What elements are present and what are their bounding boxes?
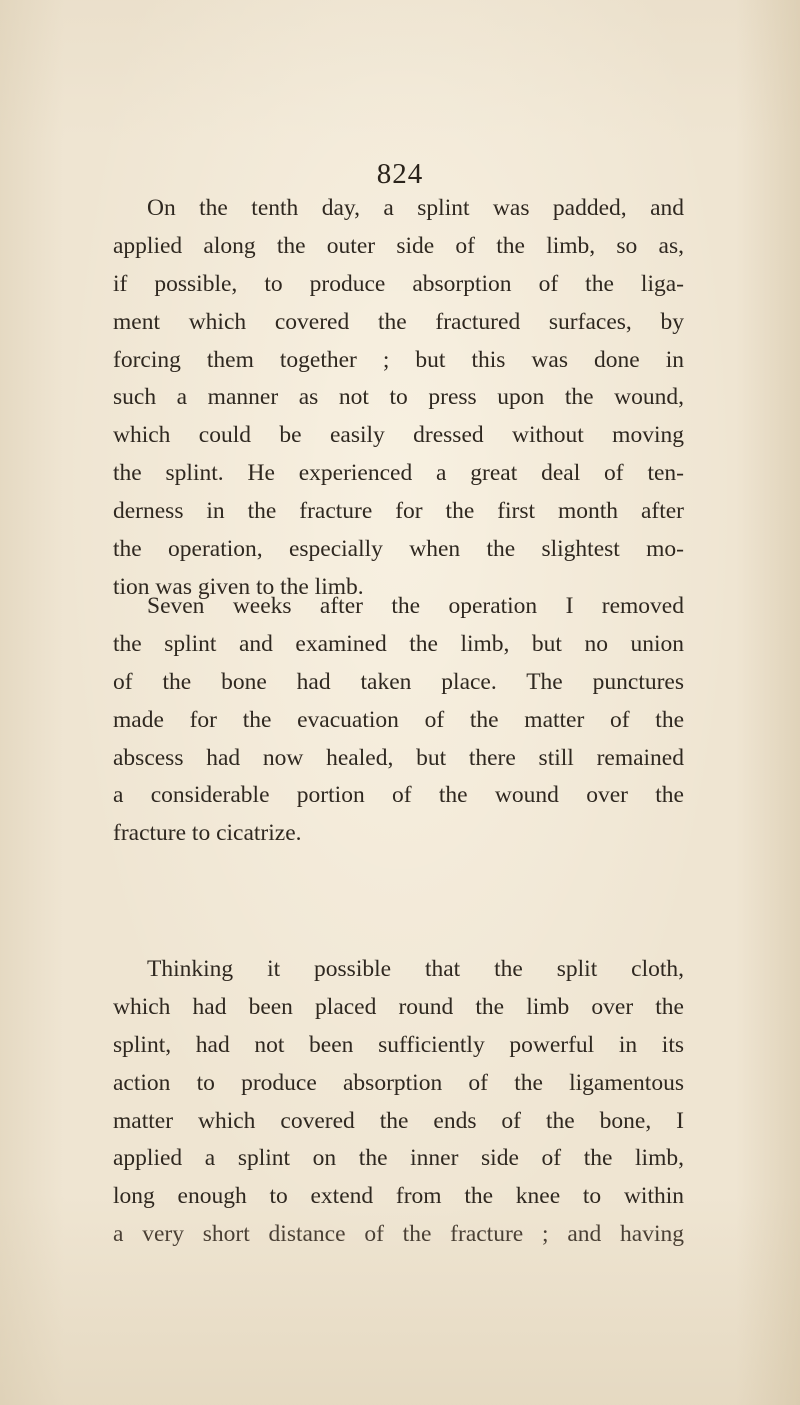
text-line: which could be easily dressed without moving [113,422,684,449]
text-line: Thinking it possible that the split cloth, [147,956,684,982]
paragraph-2 [113,588,684,853]
text-line: which had been placed round the limb over the [113,993,684,1020]
text-line: derness in the fracture for the first month after [113,498,684,525]
text-line: splint, had not been sufficiently powerful in its [113,1031,684,1058]
text-line: if possible, to produce absorption of the liga- [113,270,684,297]
text-line: On the tenth day, a splint was padded, and [147,195,684,221]
page-number: 824 [376,158,424,190]
text-line: abscess had now healed, but there still remained [113,744,684,771]
text-line: action to produce absorption of the ligamentous [113,1069,684,1096]
text-line: ment which covered the fractured surfaces, by [113,308,684,335]
text-line: Seven weeks after the operation I removed [147,593,684,619]
text-line: tion was given to the limb. [113,573,364,600]
text-line: such a manner as not to press upon the wound, [113,384,684,411]
text-line: the operation, especially when the slightest mo- [113,536,684,563]
text-line: applied a splint on the inner side of the limb, [113,1145,684,1172]
paragraph-3 [113,951,684,1254]
text-line: the splint. He experienced a great deal of ten- [113,460,684,487]
paragraph-1 [113,190,684,607]
text-line: of the bone had taken place. The punctures [113,668,684,695]
text-line: forcing them together ; but this was done in [113,346,684,373]
text-line: applied along the outer side of the limb, so as, [113,232,684,259]
text-line: a considerable portion of the wound over the [113,782,684,809]
text-line: the splint and examined the limb, but no union [113,630,684,657]
text-line: a very short distance of the fracture ; and having [113,1221,684,1248]
text-line: long enough to extend from the knee to within [113,1183,684,1210]
text-line: made for the evacuation of the matter of the [113,706,684,733]
text-line: matter which covered the ends of the bone, I [113,1107,684,1134]
text-line: fracture to cicatrize. [113,820,302,847]
